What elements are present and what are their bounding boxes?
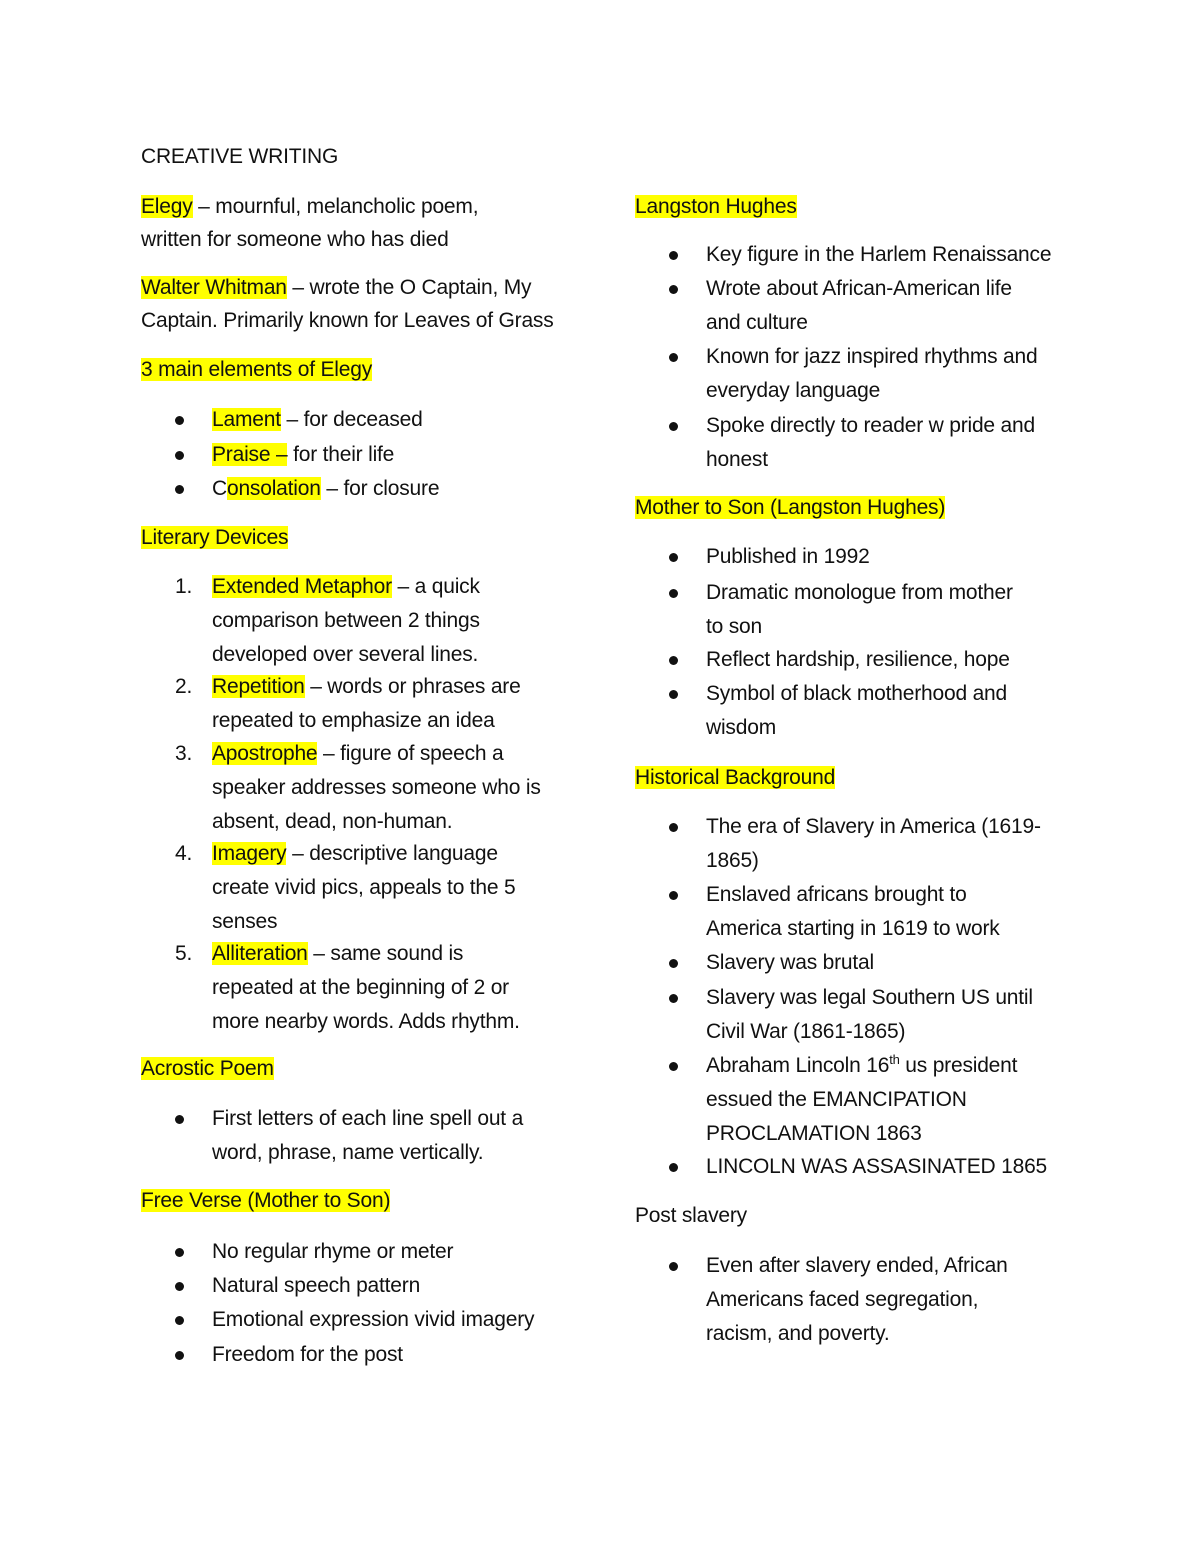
list-number: 4. [175,842,193,865]
list-item [141,1102,591,1170]
element-term: Lament [212,408,281,431]
elegy-definition [141,190,478,256]
bullet-icon [175,1248,184,1257]
device-line: repeated to emphasize an idea [212,709,495,732]
device-term: Extended Metaphor [212,575,392,598]
whitman-def-line1: – wrote the O Captain, My [286,276,532,299]
list-item [141,403,591,437]
bullet-icon [669,823,678,832]
bullet-icon [669,353,678,362]
bullet-icon [175,416,184,425]
bullet-icon [669,994,678,1003]
bullet-icon [175,485,184,494]
item-line: America starting in 1619 to work [706,917,1000,940]
bullet-icon [175,451,184,460]
hughes-heading-text: Langston Hughes [635,195,797,218]
list-item [635,878,1075,946]
list-item [635,810,1075,878]
list-item [635,1049,1075,1151]
whitman-definition [141,271,554,337]
list-item [141,1269,591,1303]
bullet-icon [669,251,678,260]
item-line: First letters of each line spell out a [212,1107,524,1130]
bullet-icon [669,589,678,598]
item-line: Key figure in the Harlem Renaissance [706,243,1052,266]
device-line: developed over several lines. [212,643,479,666]
item-line: Enslaved africans brought to [706,883,967,906]
devices-heading-text: Literary Devices [141,526,289,549]
list-item [141,570,591,672]
freeverse-heading [141,1184,390,1217]
device-rest: – figure of speech a [317,742,504,765]
device-line: senses [212,910,278,933]
devices-heading [141,521,288,554]
element-rest: – for closure [320,477,440,500]
device-line: more nearby words. Adds rhythm. [212,1010,520,1033]
list-item [141,937,591,1039]
list-item [635,576,1075,644]
elegy-def-line1: – mournful, melancholic poem, [192,195,479,218]
item-line: Dramatic monologue from mother [706,581,1013,604]
bullet-icon [669,690,678,699]
device-rest: – descriptive language [286,842,498,865]
device-rest: – same sound is [307,942,464,965]
list-item [141,837,591,939]
bullet-icon [669,1163,678,1172]
elegy-def-line2: written for someone who has died [141,228,449,251]
bullet-icon [175,1282,184,1291]
list-item [141,670,591,738]
bullet-icon [175,1351,184,1360]
mother-heading [635,491,945,524]
list-item [141,1303,591,1337]
item-line: Reflect hardship, resilience, hope [706,648,1010,671]
item-line: Civil War (1861-1865) [706,1020,906,1043]
item-line: Slavery was legal Southern US until [706,986,1033,1009]
element-term: Praise – [212,443,288,466]
elements-heading [141,353,372,386]
bullet-icon [669,422,678,431]
list-item [141,737,591,839]
device-term: Repetition [212,675,305,698]
list-item [635,643,1075,677]
mother-heading-text: Mother to Son (Langston Hughes) [635,496,946,519]
element-rest: for their life [287,443,395,466]
list-item [635,272,1075,340]
hughes-heading [635,190,797,223]
list-item [635,1150,1075,1184]
device-line: repeated at the beginning of 2 or [212,976,509,999]
item-line: Even after slavery ended, African [706,1254,1008,1277]
device-line: speaker addresses someone who is [212,776,541,799]
item-line: honest [706,448,768,471]
item-line: Freedom for the post [212,1343,403,1366]
list-item [141,1235,591,1269]
item-line: Published in 1992 [706,545,870,568]
device-line: comparison between 2 things [212,609,480,632]
post-slavery-heading: Post slavery [635,1204,747,1227]
item-line: LINCOLN WAS ASSASINATED 1865 [706,1155,1048,1178]
list-item [635,409,1075,477]
bullet-icon [669,285,678,294]
whitman-def-line2: Captain. Primarily known for Leaves of Grass [141,309,554,332]
freeverse-heading-text: Free Verse (Mother to Son) [141,1189,391,1212]
item-line: PROCLAMATION 1863 [706,1122,922,1145]
item-line: us president [899,1054,1018,1077]
bullet-icon [669,891,678,900]
item-line: Americans faced segregation, [706,1288,979,1311]
element-pre: C [212,477,227,500]
item-line: and culture [706,311,808,334]
bullet-icon [175,1115,184,1124]
device-rest: – words or phrases are [304,675,521,698]
item-line: word, phrase, name vertically. [212,1141,484,1164]
list-number: 1. [175,575,193,598]
acrostic-heading-text: Acrostic Poem [141,1057,274,1080]
element-term: onsolation [226,477,321,500]
list-item [635,981,1075,1049]
item-line: to son [706,615,763,638]
list-item [635,540,1075,574]
element-rest: – for deceased [280,408,423,431]
elements-heading-text: 3 main elements of Elegy [141,358,372,381]
list-item [635,946,1075,980]
item-line: Symbol of black motherhood and [706,682,1008,705]
item-line: Abraham Lincoln 16 [706,1054,890,1077]
bullet-icon [175,1316,184,1325]
device-line: absent, dead, non-human. [212,810,453,833]
list-item [141,1338,591,1372]
history-heading [635,761,835,794]
page-title: CREATIVE WRITING [141,145,339,168]
item-line: everyday language [706,379,881,402]
whitman-term: Walter Whitman [141,276,287,299]
item-line: No regular rhyme or meter [212,1240,454,1263]
ordinal-superscript: th [889,1052,900,1067]
list-number: 3. [175,742,193,765]
device-line: create vivid pics, appeals to the 5 [212,876,516,899]
list-item [635,238,1075,272]
bullet-icon [669,959,678,968]
device-term: Alliteration [212,942,308,965]
bullet-icon [669,656,678,665]
item-line: The era of Slavery in America (1619- [706,815,1041,838]
bullet-icon [669,1062,678,1071]
item-line: Natural speech pattern [212,1274,421,1297]
item-line: wisdom [706,716,776,739]
device-rest: – a quick [391,575,480,598]
acrostic-heading [141,1052,274,1085]
list-item [635,677,1075,745]
elegy-term: Elegy [141,195,193,218]
list-item [141,438,591,472]
list-item [141,472,591,506]
item-line: Wrote about African-American life [706,277,1012,300]
item-line: Emotional expression vivid imagery [212,1308,535,1331]
device-term: Apostrophe [212,742,318,765]
item-line: 1865) [706,849,759,872]
bullet-icon [669,553,678,562]
history-heading-text: Historical Background [635,766,836,789]
item-line: essued the EMANCIPATION [706,1088,967,1111]
list-item [635,340,1075,408]
item-line: Slavery was brutal [706,951,874,974]
bullet-icon [669,1262,678,1271]
list-number: 5. [175,942,193,965]
item-line: Known for jazz inspired rhythms and [706,345,1038,368]
device-term: Imagery [212,842,287,865]
list-number: 2. [175,675,193,698]
item-line: Spoke directly to reader w pride and [706,414,1035,437]
item-line: racism, and poverty. [706,1322,890,1345]
list-item [635,1249,1075,1351]
